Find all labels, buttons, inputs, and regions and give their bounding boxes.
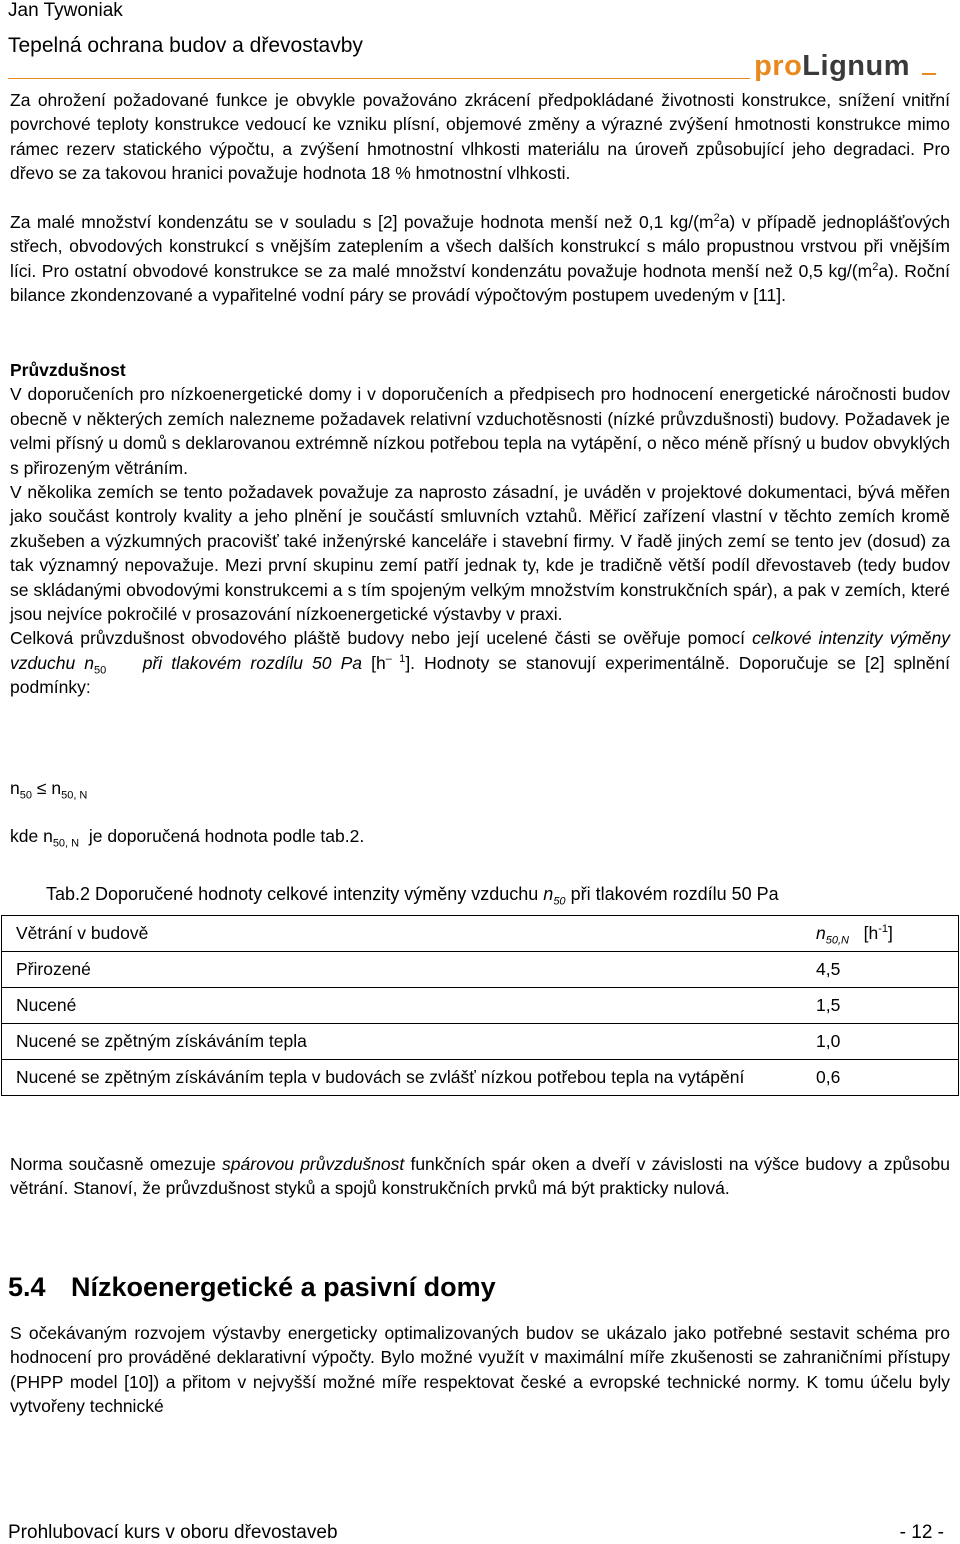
table-row [2,988,959,1024]
logo-pro-text: pro [754,50,803,82]
header-rule-mark [922,73,936,81]
prolignum-logo [754,50,910,83]
paragraph-degradation [10,88,950,186]
table-cell-label: Nucené se zpětným získáváním tepla [2,1024,805,1060]
section-title: Nízkoenergetické a pasivní domy [71,1272,496,1302]
section-number: 5.4 [8,1272,46,1302]
paragraph-text: S očekávaným rozvojem výstavby energeticky optimalizovaných budov se ukázalo jako potřebné sestavit schéma pro hodnocení pro prováděné deklarativní výpočty. Bylo možné využít v maximální míře zkušenosti se zahraničními přístupy (PHPP model [10]) a přitom v nejvyšší možné míře respektovat české a evropské technické normy. K tomu účelu byly vytvořeny technické [10,1323,950,1417]
paragraph-text: Za ohrožení požadované funkce je obvykle považováno zkrácení předpokládané životnosti konstrukce, snížení vnitřní povrchové teploty konstrukce vedoucí ke vzniku plísní, objemové změny a výrazné zvýšení hmotnosti konstrukce mimo rámec rezerv statického výpočtu, a zvýšení hmotnostní vlhkosti materiálu na úroveň způsobující jeho degradaci. Pro dřevo se za takovou hranici považuje hodnota 18 % hmotnostní vlhkosti. [10,90,950,184]
table-caption: Tab.2 Doporučené hodnoty celkové intenzity výměny vzduchu $n_{50}$ při tlakovém rozdílu 50 Pa [46,884,779,908]
logo-lignum-text: Lignum [802,50,910,82]
formula-condition: $n_{50} \le n_{50, N}$ [10,778,88,802]
ventilation-table [1,915,959,1096]
paragraph-text: Celková průvzdušnost obvodového pláště budovy nebo její ucelené části se ověřuje pomocí celkové intenzity výměny vzduchu $n_{50}$ při tlakovém rozdílu 50 Pa $[h^{- 1}]$. Hodnoty se stanovují experimentálně. Doporučuje se [2] splnění podmínky: [10,628,951,698]
table-cell-label: Přirozené [2,952,805,988]
subheading-pruvzdusnost: Průvzdušnost [10,360,126,380]
paragraph-text: V několika zemích se tento požadavek považuje za naprosto zásadní, je uváděn v projektové dokumentaci, bývá měřen jako součást kontroly kvality a jeho plnění je součástí smluvních vztahů. Měřicí zařízení vlastní v těchto zemích kromě zkušeben a výzkumných pracovišť také inženýrské kanceláře i stavební firmy. V řadě jiných zemí se tento jev (dosud) za tak významný nepovažuje. Mezi první skupinu zemí patří jednak ty, kde je tradičně větší podíl dřevostaveb (tedy budov se skládanými obvodovými konstrukcemi a s tím spojeným velkým množstvím konstrukčních spár), a pak v zemích, které jsou nejvíce pokročilé v prosazování nízkoenergetické výstavby v praxi. [10,482,950,625]
section-pruvzdusnost [10,358,950,700]
header-rule [8,78,750,79]
table-row [2,1024,959,1060]
footer-course-name: Prohlubovací kurs v oboru dřevostaveb [8,1522,338,1543]
table-header-row [2,916,959,952]
paragraph-text: Norma současně omezuje spárovou průvzdušnost funkčních spár oken a dveří v závislosti na výšce budovy a způsobu větrání. Stanoví, že průvzdušnost styků a spojů konstrukčních prvků má být prakticky nulová. [10,1154,950,1199]
table-row [2,1060,959,1096]
table-header-n50: $n_{50,N}$ $[h^{-1}]$ [804,916,959,952]
table-row [2,952,959,988]
table-header-ventilation: Větrání v budově [2,916,805,952]
table-cell-label: Nucené [2,988,805,1024]
table-cell-value: 1,5 [804,988,959,1024]
table-cell-value: 0,6 [804,1060,959,1096]
paragraph-text: Za malé množství kondenzátu se v souladu s [2] považuje hodnota menší než 0,1 $kg/(m^2a)$ v případě jednoplášťových střech, obvodových konstrukcí s vnějším zateplením a všech dalších konstrukcí s málo propustnou vrstvou při vnějším líci. Pro ostatní obvodové konstrukce se za malé množství kondenzátu považuje hodnota menší než 0,5 $kg/(m^2a)$. Roční bilance zkondenzované a vypařitelné vodní páry se provádí výpočtovým postupem uvedeným v [11]. [10,212,950,306]
formula-note: kde $n_{50, N}$ je doporučená hodnota podle tab.2. [10,826,365,850]
table-cell-value: 1,0 [804,1024,959,1060]
table-cell-value: 4,5 [804,952,959,988]
header-document-title: Tepelná ochrana budov a dřevostavby [8,34,363,57]
table-cell-label: Nucené se zpětným získáváním tepla v budovách se zvlášť nízkou potřebou tepla na vytápění [2,1060,805,1096]
section-heading [8,1272,496,1303]
paragraph-text: V doporučeních pro nízkoenergetické domy i v doporučeních a předpisech pro hodnocení energetické náročnosti budov obecně v některých zemích nalezneme požadavek relativní vzduchotěsnosti (nízké průvzdušnosti) budovy. Požadavek je velmi přísný u domů s deklarovanou extrémně nízkou potřebou tepla na vytápění, o něco méně přísný u budov obvyklých s přirozeným větráním. [10,384,950,478]
paragraph-section-intro [10,1321,950,1419]
header-author: Jan Tywoniak [8,0,123,21]
paragraph-condensate [10,210,950,308]
paragraph-norma [10,1152,950,1201]
footer-page-number: - 12 - [899,1522,944,1543]
